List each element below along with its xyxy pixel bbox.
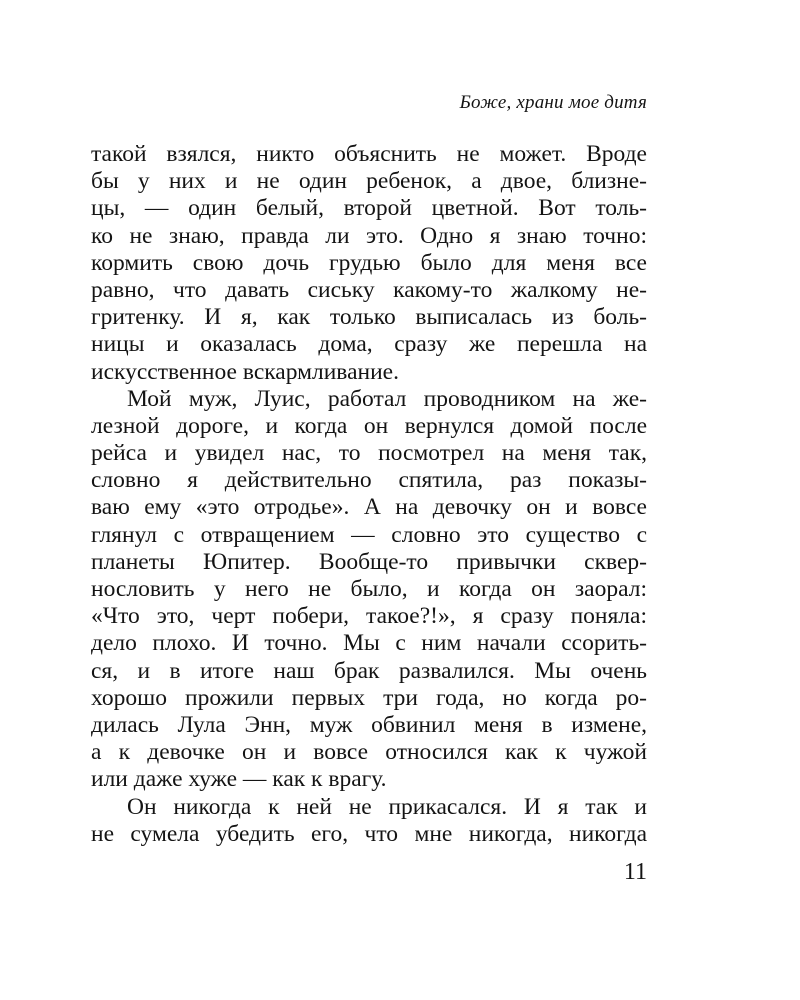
text-line: а к девочке он и вовсе относился как к чужой <box>91 739 647 766</box>
text-line: хорошо прожили первых три года, но когда ро- <box>91 684 647 711</box>
text-line: дилась Лула Энн, муж обвинил меня в измене, <box>91 711 647 738</box>
text-line: планеты Юпитер. Вообще-то привычки сквер- <box>91 548 647 575</box>
text-line: ся, и в итоге наш брак развалился. Мы очень <box>91 657 647 684</box>
text-line: бы у них и не один ребенок, а двое, близне- <box>91 168 647 195</box>
body-text <box>91 141 647 848</box>
text-line-paragraph-end: искусственное вскармливание. <box>91 358 399 385</box>
text-line: гритенку. И я, как только выписалась из боль- <box>91 304 647 331</box>
text-line: глянул с отвращением — словно это существо с <box>91 521 647 548</box>
text-line: словно я действительно спятила, раз показы- <box>91 467 647 494</box>
running-header: Боже, храни мое дитя <box>459 92 647 113</box>
text-line: лезной дороге, и когда он вернулся домой после <box>91 412 647 439</box>
page-number: 11 <box>623 859 647 885</box>
text-line: ваю ему «это отродье». А на девочку он и вовсе <box>91 494 647 521</box>
text-line-paragraph-start: Мой муж, Луис, работал проводником на же- <box>127 385 647 412</box>
text-line: цы, — один белый, второй цветной. Вот толь- <box>91 195 647 222</box>
text-line: ко не знаю, правда ли это. Одно я знаю точно: <box>91 222 647 249</box>
text-line-paragraph-end: или даже хуже — как к врагу. <box>91 766 387 793</box>
text-line: «Что это, черт побери, такое?!», я сразу поняла: <box>91 603 647 630</box>
text-line: кормить свою дочь грудью было для меня все <box>91 249 647 276</box>
text-line-paragraph-start: Он никогда к ней не прикасался. И я так и <box>127 793 647 820</box>
text-line: не сумела убедить его, что мне никогда, никогда <box>91 820 647 847</box>
text-line: такой взялся, никто объяснить не может. Вроде <box>91 141 647 167</box>
text-line: дело плохо. И точно. Мы с ним начали ссорить- <box>91 630 647 657</box>
text-line: равно, что давать сиську какому-то жалкому не- <box>91 276 647 303</box>
text-line: нословить у него не было, и когда он заорал: <box>91 576 647 602</box>
text-line: ницы и оказалась дома, сразу же перешла на <box>91 331 647 358</box>
text-line: рейса и увидел нас, то посмотрел на меня так, <box>91 440 647 467</box>
